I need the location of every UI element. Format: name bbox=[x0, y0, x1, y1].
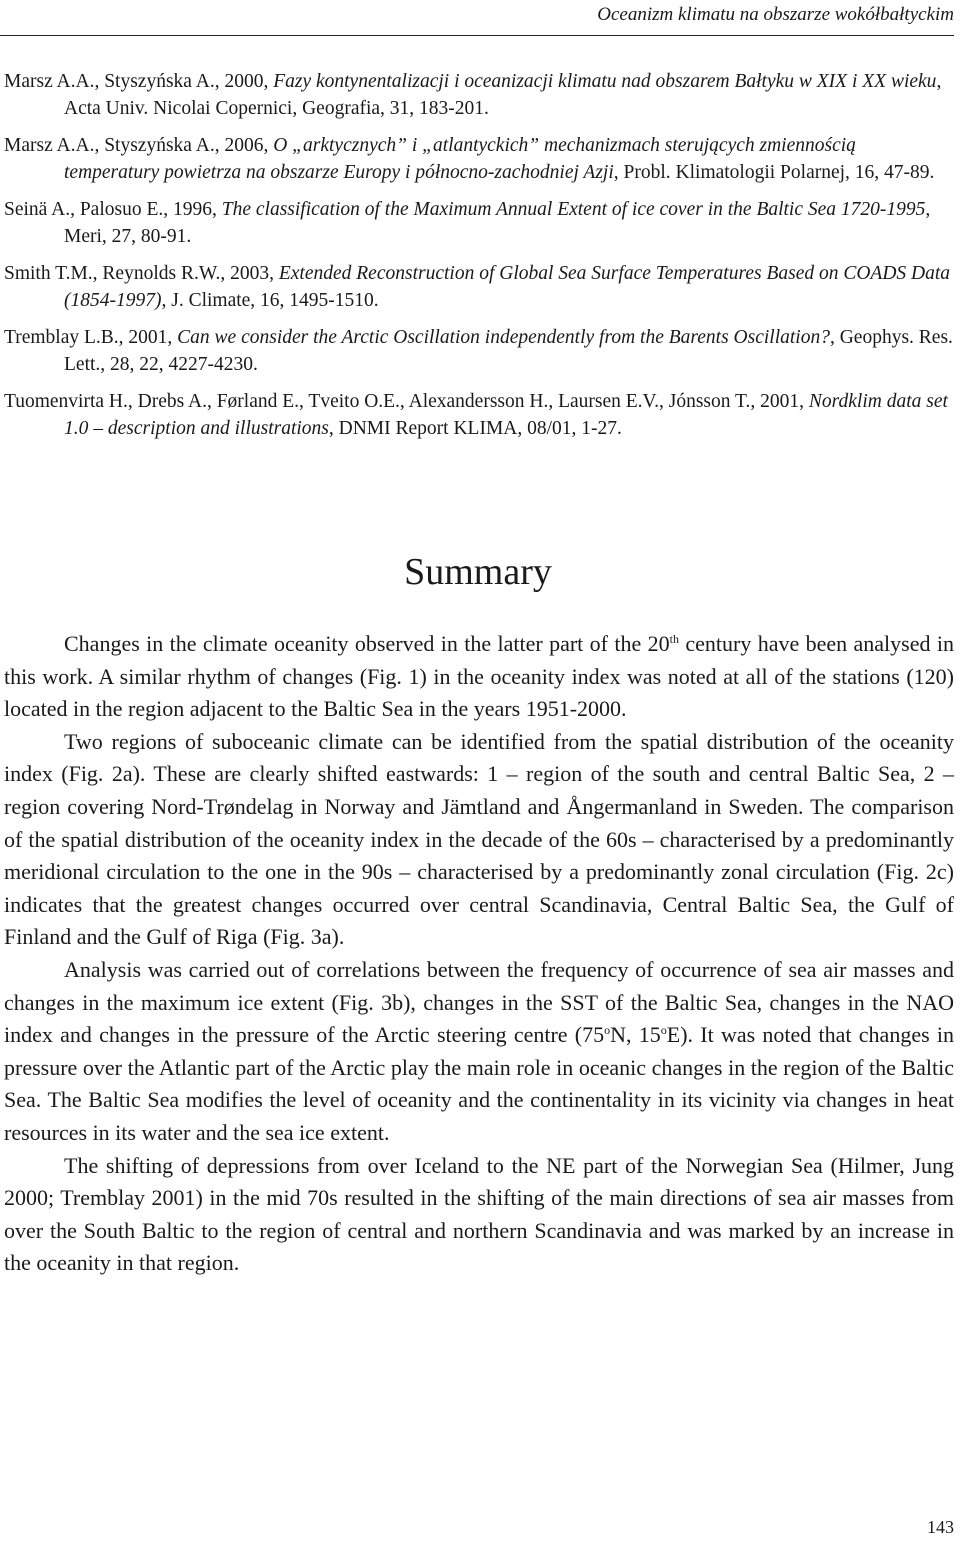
paragraph-text: Changes in the climate oceanity observed in the latter part of the 20 bbox=[64, 631, 670, 656]
header-rule bbox=[0, 35, 954, 36]
reference-authors: Smith T.M., Reynolds R.W., 2003, bbox=[4, 263, 279, 284]
running-header: Oceanizm klimatu na obszarze wokółbałtyckim bbox=[597, 4, 954, 25]
summary-paragraph: The shifting of depressions from over Iceland to the NE part of the Norwegian Sea (Hilmer, Jung 2000; Tremblay 2001) in the mid 70s resulted in the shifting of the main directions of sea air masses from over the South Baltic to the region of central and northern Scandinavia and was marked by an increase in the oceanity in that region. bbox=[4, 1152, 954, 1276]
reference-authors: Marsz A.A., Styszyńska A., 2000, bbox=[4, 71, 274, 92]
superscript: o bbox=[660, 1023, 667, 1038]
reference-item bbox=[4, 68, 954, 122]
summary-heading: Summary bbox=[404, 551, 552, 593]
paragraph-text: century have been analysed in this work. A similar rhythm of changes (Fig. 1) in the oceanity index was noted at all of the stations (120) located in the region adjacent to the Baltic Sea in the years 1951-2000. bbox=[4, 631, 954, 722]
reference-source: , DNMI Report KLIMA, 08/01, 1-27. bbox=[328, 418, 622, 439]
reference-authors: Seinä A., Palosuo E., 1996, bbox=[4, 199, 222, 220]
reference-source: , Meri, 27, 80-91. bbox=[64, 199, 931, 247]
reference-source: , Geophys. Res. Lett., 28, 22, 4227-4230. bbox=[64, 327, 953, 375]
reference-authors: Marsz A.A., Styszyńska A., 2006, bbox=[4, 135, 274, 156]
summary-paragraph bbox=[4, 628, 954, 726]
reference-item bbox=[4, 324, 954, 378]
paragraph-text: Analysis was carried out of correlations between the frequency of occurrence of sea air masses and changes in the maximum ice extent (Fig. 3b), changes in the SST of the Baltic Sea, changes in the NAO index and changes in the pressure of the Arctic steering centre (75 bbox=[4, 956, 954, 1048]
paragraph-text: E). It was noted that changes in pressure over the Atlantic part of the Arctic play the main role in oceanic changes in the region of the Baltic Sea. The Baltic Sea modifies the level of oceanity and the continentality in its vicinity via changes in heat resources in its water and the sea ice extent. bbox=[4, 1022, 954, 1145]
reference-item bbox=[4, 388, 954, 442]
reference-title: Fazy kontynentalizacji i oceanizacji klimatu nad obszarem Bałtyku w XIX i XX wieku bbox=[273, 71, 937, 92]
reference-title: Nordklim data set 1.0 – description and illustrations bbox=[64, 391, 948, 439]
reference-source: , Probl. Klimatologii Polarnej, 16, 47-89. bbox=[613, 162, 935, 183]
superscript: th bbox=[669, 632, 679, 646]
reference-title: O „arktycznych” i „atlantyckich” mechanizmach sterujących zmiennością temperatury powietrza na obszarze Europy i północno-zachodniej Azji bbox=[64, 135, 856, 183]
reference-item bbox=[4, 260, 954, 314]
reference-authors: Tremblay L.B., 2001, bbox=[4, 327, 178, 348]
reference-title: The classification of the Maximum Annual Extent of ice cover in the Baltic Sea 1720-1995 bbox=[221, 199, 926, 220]
paragraph-text: N, 15 bbox=[610, 1022, 661, 1048]
summary-paragraph bbox=[4, 954, 954, 1150]
reference-title: Extended Reconstruction of Global Sea Surface Temperatures Based on COADS Data (1854-1997) bbox=[64, 263, 951, 311]
reference-authors: Tuomenvirta H., Drebs A., Førland E., Tveito O.E., Alexandersson H., Laursen E.V., Jónsson T., 2001, bbox=[4, 391, 809, 412]
summary-paragraph: Two regions of suboceanic climate can be identified from the spatial distribution of the oceanity index (Fig. 2a). These are clearly shifted eastwards: 1 – region of the south and central Baltic Sea, 2 – region covering Nord-Trøndelag in Norway and Jämtland and Ångermanland in Sweden. The comparison of the spatial distribution of the oceanity index in the decade of the 60s – characterised by a predominantly meridional circulation to the one in the 90s – characterised by a predominantly zonal circulation (Fig. 2c) indicates that the greatest changes occurred over central Scandinavia, Central Baltic Sea, the Gulf of Finland and the Gulf of Riga (Fig. 3a). bbox=[4, 728, 954, 950]
reference-list bbox=[4, 68, 954, 452]
reference-source: , Acta Univ. Nicolai Copernici, Geografia, 31, 183-201. bbox=[64, 71, 942, 119]
reference-title: Can we consider the Arctic Oscillation independently from the Barents Oscillation? bbox=[177, 327, 830, 348]
reference-item bbox=[4, 132, 954, 186]
reference-source: , J. Climate, 16, 1495-1510. bbox=[161, 290, 379, 311]
superscript: o bbox=[604, 1023, 611, 1038]
reference-item bbox=[4, 196, 954, 250]
page-number: 143 bbox=[927, 1517, 954, 1537]
summary-body bbox=[4, 628, 954, 1280]
